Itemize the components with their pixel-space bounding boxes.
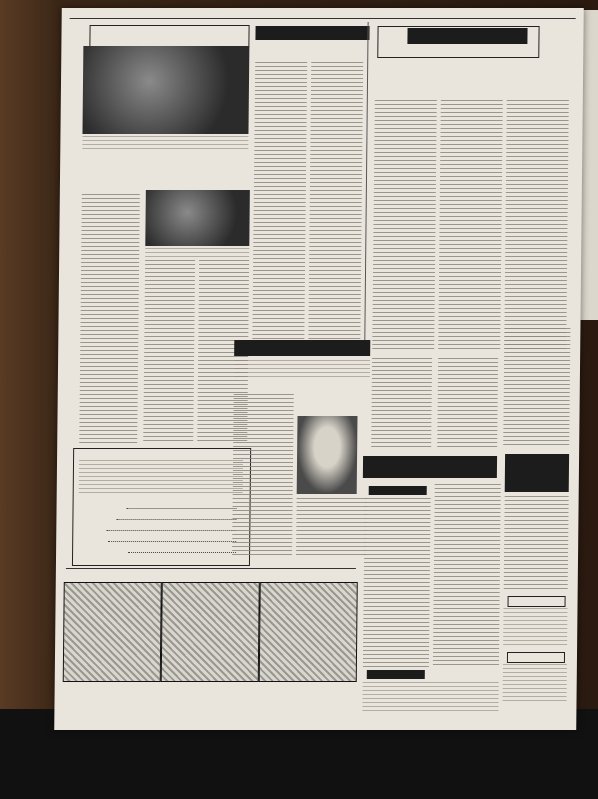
dunyanin-banner [505,454,569,492]
photo-caption [82,136,248,152]
cemiyet-banner [363,456,497,478]
dunyanin-col [504,496,569,592]
form-line-1[interactable] [127,507,237,509]
cemiyet-col-2 [433,484,501,668]
column-rule [364,22,368,342]
hemingway-banner-box [89,25,249,47]
comic-panel-2 [161,582,260,682]
comic-rule [66,568,356,569]
kaptan-col-3 [504,100,569,350]
hadiseler-banner [234,340,370,356]
hadiseler-intro [234,360,370,378]
newspaper-page [54,8,584,730]
kaptan-col-2 [438,100,503,350]
nesriyat-text [503,608,567,648]
hadiseler-col-1 [232,394,294,558]
anmalar-text [502,664,566,704]
sanat-col-1 [252,62,307,342]
top-rule [70,18,576,19]
tiyatrolar-label [369,486,427,495]
cemiyet-col-1 [363,498,431,668]
hadiseler-col-2 [296,498,367,558]
kaptan-col-1 [372,100,437,350]
comic-panel-1 [63,582,162,682]
yeni-nesriyat-box [508,596,566,607]
anmalar-box [507,652,565,663]
form-line-4[interactable] [108,540,236,542]
form-questions [79,460,243,496]
ambassador-portrait [297,416,358,494]
hemingway-col-1 [79,194,140,444]
hemingway-photo-2 [145,190,250,246]
kaptan-banner [407,28,527,44]
sinemalar-text [362,682,498,712]
hemingway-col-2 [143,260,195,444]
kaptan-cont-1 [371,358,432,448]
sanat-col-2 [308,62,363,342]
kaptan-cont-2 [437,358,498,448]
comic-panel-3 [259,582,358,682]
kaptan-cont-3 [503,328,570,448]
sanat-banner [255,26,369,40]
form-line-5[interactable] [128,551,236,553]
photo-2-caption [145,248,249,258]
form-line-3[interactable] [106,529,236,531]
hemingway-photo [82,46,249,134]
sinemalar-label [367,670,425,679]
form-line-2[interactable] [116,518,236,520]
